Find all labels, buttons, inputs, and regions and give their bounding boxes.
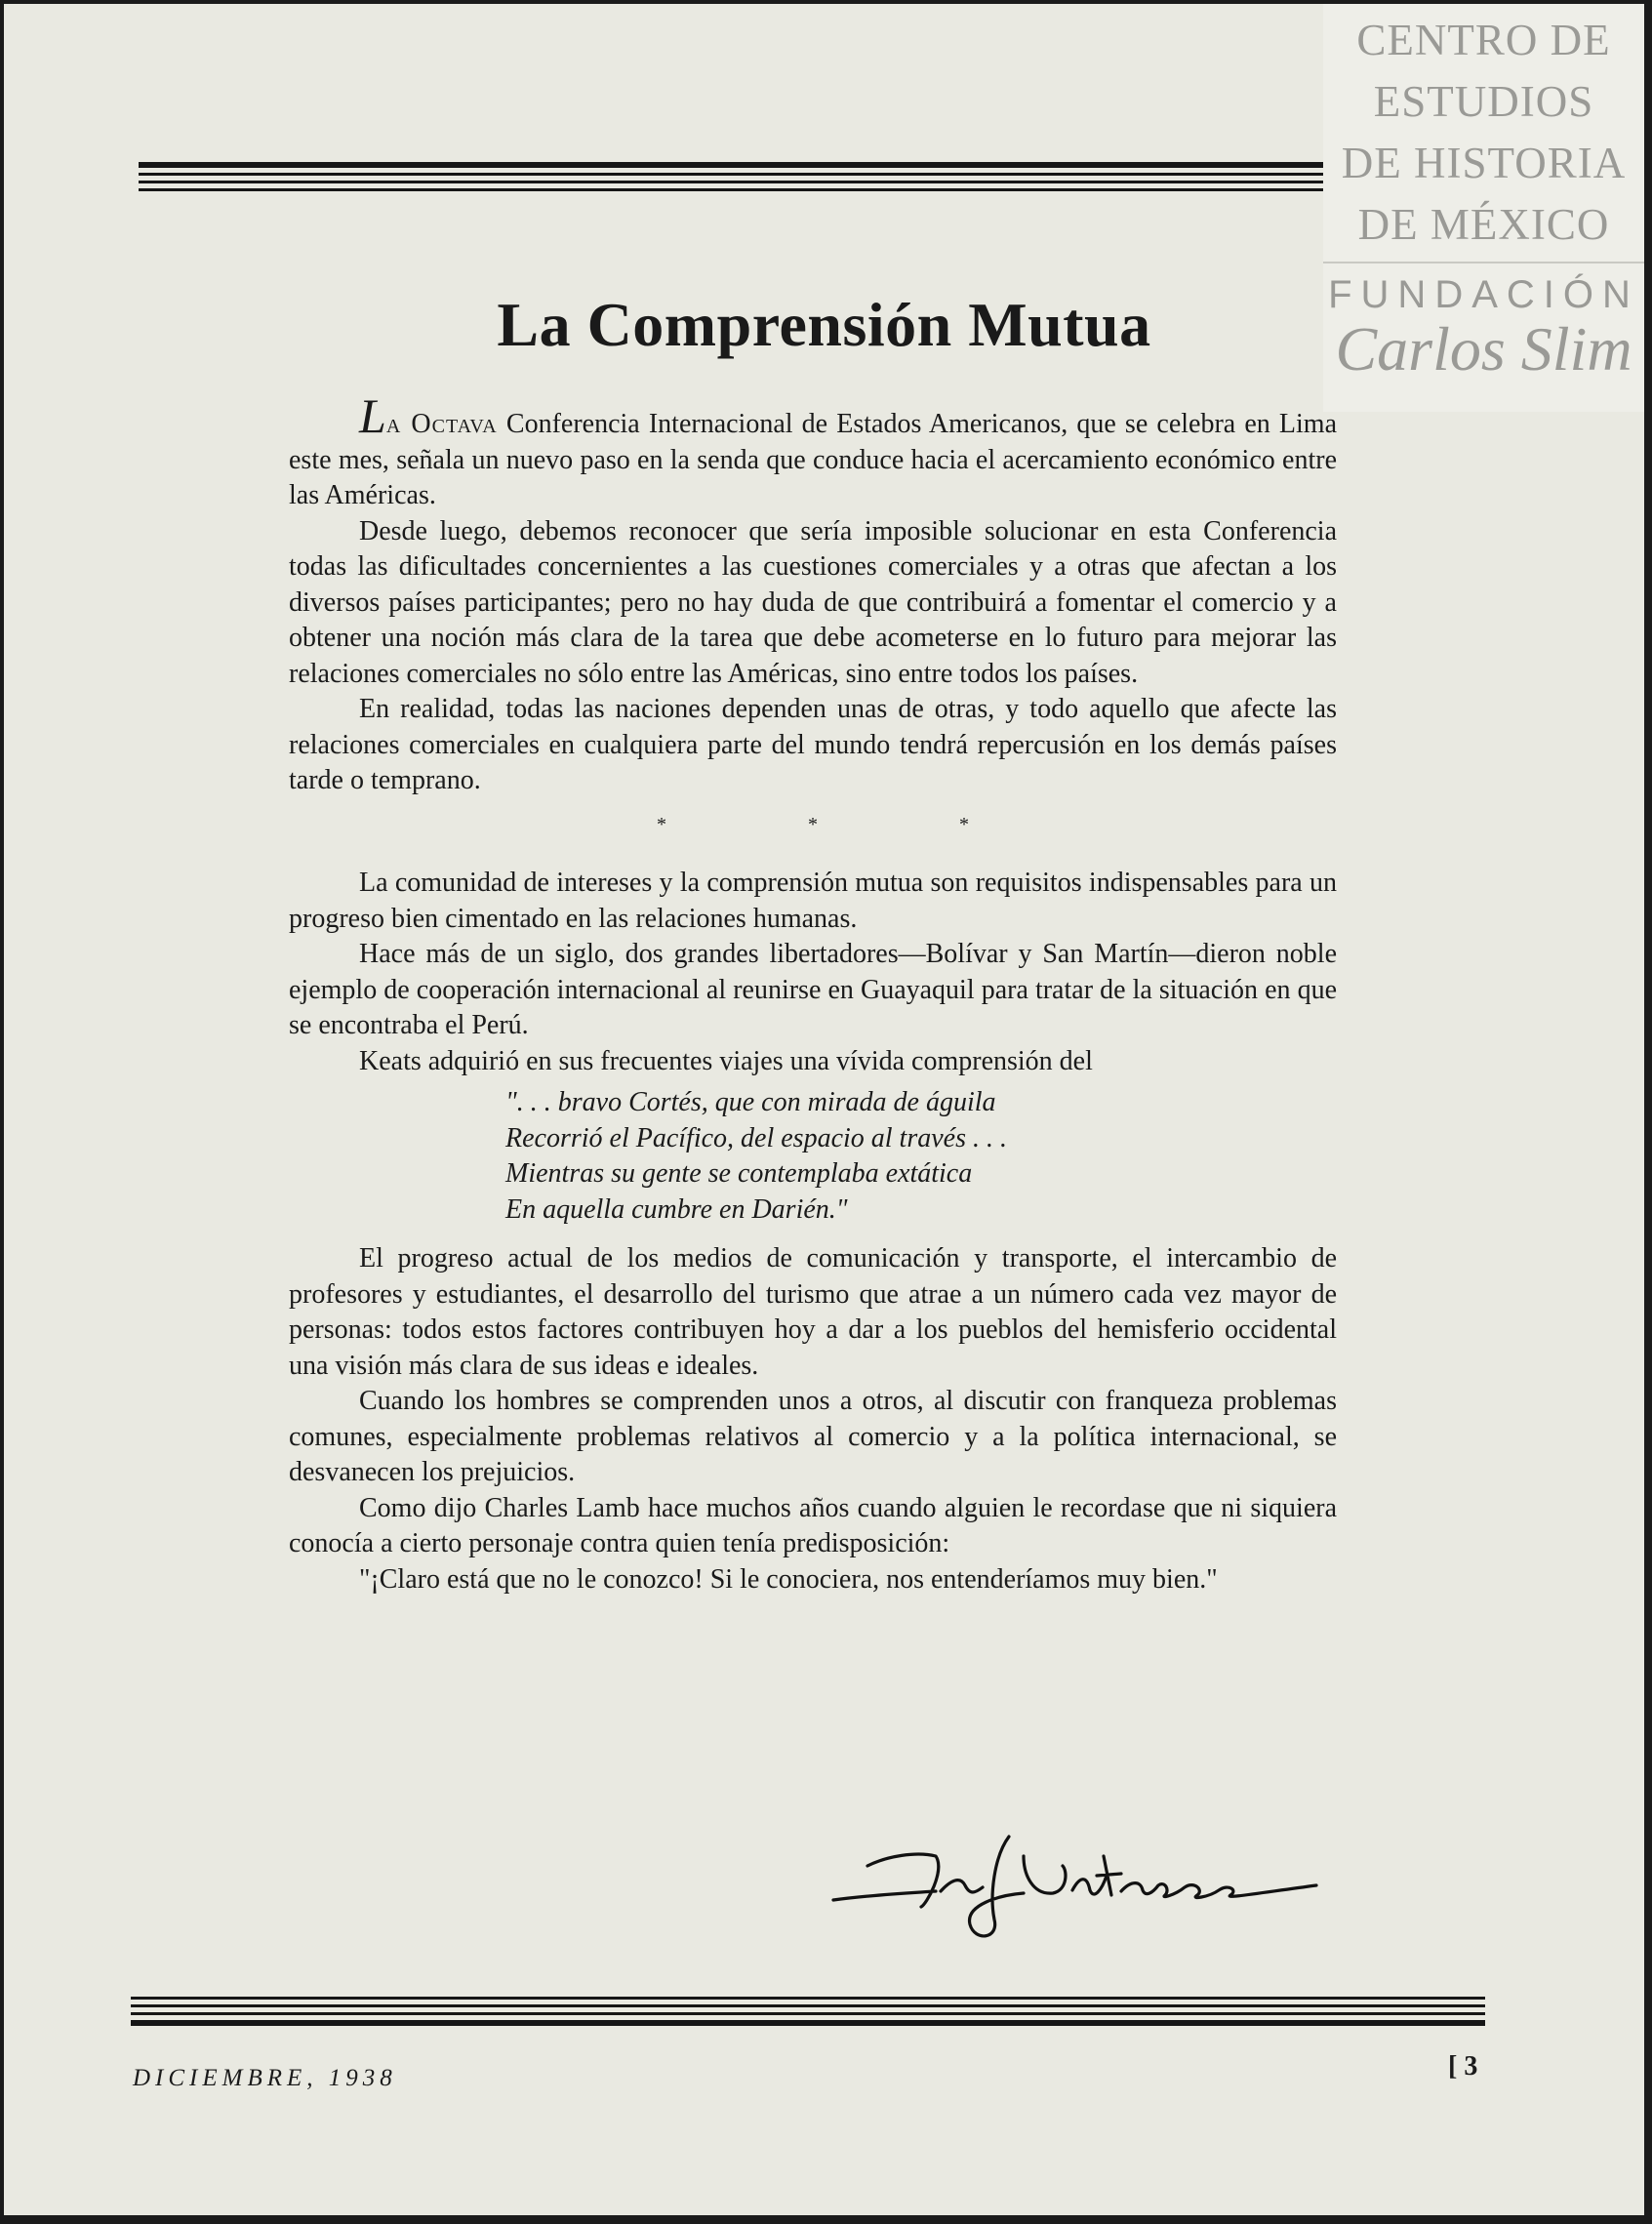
verse-quote: [505, 1085, 1337, 1228]
paragraph-text: Conferencia Internacional de Estados Americanos, que se celebra en Lima este mes, señala un nuevo paso en la senda que conduce hacia el acercamiento económico entre las Américas.: [289, 409, 1337, 510]
page-title: La Comprensión Mutua: [497, 290, 1151, 359]
paragraph: El progreso actual de los medios de comunicación y transporte, el intercambio de profesores y estudiantes, el desarrollo del turismo que atrae a un número cada vez mayor de personas: todos estos factores contribuyen hoy a dar a los pueblos del hemisferio occidental una visión más clara de sus ideas e ideales.: [289, 1243, 1337, 1381]
section-separator: * * *: [657, 813, 1037, 835]
handwritten-signature: [828, 1798, 1336, 1944]
page-number: [ 3: [1448, 2051, 1478, 2082]
bottom-decorative-rule: [131, 1997, 1485, 2026]
opening-words: a Octava: [385, 409, 498, 439]
watermark-line: DE MÉXICO: [1357, 200, 1610, 249]
article-body: [289, 388, 1337, 1597]
verse-line: En aquella cumbre en Darién.": [505, 1193, 848, 1225]
watermark-foundation: FUNDACIÓN: [1328, 273, 1639, 316]
paragraph: En realidad, todas las naciones dependen unas de otras, y todo aquello que afecte las relaciones comerciales en cualquiera parte del mundo tendrá repercusión en los demás países tarde o temprano.: [289, 694, 1337, 795]
verse-line: Mientras su gente se contemplaba extática: [505, 1158, 973, 1189]
paragraph: Cuando los hombres se comprenden unos a otros, al discutir con franqueza problemas comunes, especialmente problemas relativos al comercio y a la política internacional, se desvanecen los prejuicios.: [289, 1386, 1337, 1487]
watermark-divider: [1323, 262, 1644, 263]
watermark-line: CENTRO DE: [1356, 16, 1611, 64]
paragraph: "¡Claro está que no le conozco! Si le conociera, nos entenderíamos muy bien.": [359, 1563, 1218, 1595]
paragraph: La comunidad de intereses y la comprensión mutua son requisitos indispensables para un progreso bien cimentado en las relaciones humanas.: [289, 868, 1337, 934]
verse-line: Recorrió el Pacífico, del espacio al través . . .: [505, 1122, 1007, 1153]
watermark-line: ESTUDIOS: [1373, 77, 1594, 126]
document-page: [4, 4, 1644, 2215]
top-decorative-rule: [139, 162, 1485, 191]
paragraph: Como dijo Charles Lamb hace muchos años cuando alguien le recordase que ni siquiera conocía a cierto personaje contra quien tenía predisposición:: [289, 1492, 1337, 1558]
verse-line: ". . . bravo Cortés, que con mirada de águila: [505, 1087, 996, 1117]
watermark-signature: Carlos Slim: [1335, 314, 1632, 384]
paragraph: [289, 388, 1337, 514]
paragraph: Desde luego, debemos reconocer que sería imposible solucionar en esta Conferencia todas las dificultades concernientes a las cuestiones comerciales y a otras que afectan a los diversos países participantes; pero no hay duda de que contribuirá a fomentar el comercio y a obtener una noción más clara de la tarea que debe acometerse en lo futuro para mejorar las relaciones comerciales no sólo entre las Américas, sino entre todos los países.: [289, 515, 1337, 689]
drop-cap: L: [359, 388, 386, 443]
paragraph: Keats adquirió en sus frecuentes viajes una vívida comprensión del: [359, 1045, 1093, 1076]
watermark-line: DE HISTORIA: [1341, 139, 1627, 187]
issue-date: DICIEMBRE, 1938: [133, 2065, 397, 2091]
paragraph: Hace más de un siglo, dos grandes libertadores—Bolívar y San Martín—dieron noble ejemplo de cooperación internacional al reunirse en Guayaquil para tratar de la situación en que se encontraba el Perú.: [289, 939, 1337, 1040]
